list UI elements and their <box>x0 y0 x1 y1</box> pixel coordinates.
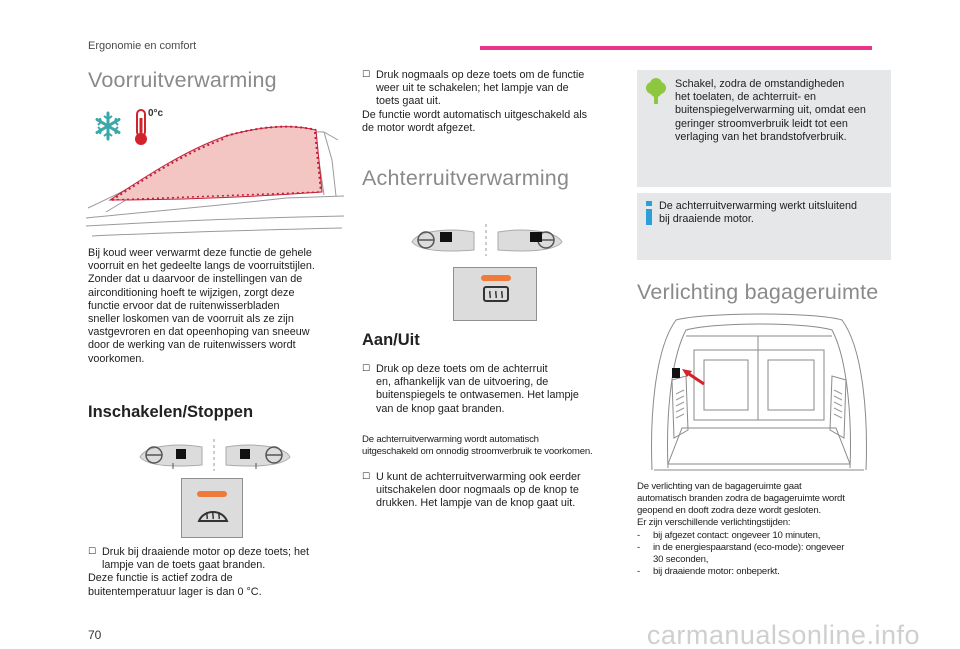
boot-illustration <box>646 310 872 472</box>
temperature-label: 0°c <box>148 108 164 119</box>
list-item: - in de energiespaarstand (eco-mode): ongeveer 30 seconden, <box>637 542 845 565</box>
indicator-lamp <box>197 491 227 497</box>
lighting-times-list <box>637 530 897 578</box>
eco-tree-icon <box>645 78 667 106</box>
rear-demist-icon <box>482 285 510 305</box>
instruction-rear-on: ☐ Druk op deze toets om de achterruit en, afhankelijk van de uitvoering, de buitenspiegels te ontwasemen. Het lampje van de knop gaat branden. <box>362 363 624 416</box>
info-text: De achterruitverwarming werkt uitsluitend bij draaiende motor. <box>659 200 858 226</box>
subtitle-aan-uit: Aan/Uit <box>362 331 420 349</box>
boot-light-description: De verlichting van de bagageruimte gaat automatisch branden zodra de bagageruimte wordt geopend en dooft zodra deze wordt gesloten. Er zijn verschillende verlichtingstijden: <box>637 481 845 528</box>
rear-demist-switch[interactable] <box>453 267 537 321</box>
subtitle-inschakelen-stoppen: Inschakelen/Stoppen <box>88 403 254 421</box>
snowflake-icon <box>97 113 119 139</box>
header-accent-bar <box>480 46 872 50</box>
info-box <box>637 193 891 260</box>
list-item: - bij draaiende motor: onbeperkt. <box>637 566 780 577</box>
front-demist-switch[interactable] <box>181 478 243 538</box>
eco-tip-box <box>637 70 891 187</box>
info-icon <box>645 201 653 225</box>
note-auto-off: De achterruitverwarming wordt automatisch uitgeschakeld om onnodig stroomverbruik te voorkomen. <box>362 434 593 457</box>
title-achterruitverwarming: Achterruitverwarming <box>362 166 570 190</box>
watermark-brand[interactable]: carmanualsonline.info <box>646 620 920 649</box>
thermometer-icon <box>135 110 147 145</box>
instruction-rear-off: ☐ U kunt de achterruitverwarming ook eerder uitschakelen door nogmaals op de knop te drukken. Het lampje van de knop gaat uit. <box>362 471 624 511</box>
instruction-front-off: ☐ Druk nogmaals op deze toets om de functie weer uit te schakelen; het lampje van de toets gaat uit. De functie wordt automatisch uitgeschakeld als de motor wordt afgezet. <box>362 69 624 135</box>
title-verlichting-bagageruimte: Verlichting bagageruimte <box>637 280 879 304</box>
boot-lamp-icon <box>672 368 680 378</box>
page-number: 70 <box>88 628 102 642</box>
windscreen-illustration <box>86 100 344 242</box>
eco-tip-text: Schakel, zodra de omstandigheden het toelaten, de achterruit- en buitenspiegelverwarming uit, omdat een geringer stroomverbruik leidt tot een verlaging van het brandstofverbruik. <box>675 78 866 143</box>
list-item: - bij afgezet contact: ongeveer 10 minuten, <box>637 530 821 541</box>
dashboard-location-diagram <box>138 437 292 471</box>
dashboard-location-diagram-rear <box>410 222 564 256</box>
title-voorruitverwarming: Voorruitverwarming <box>88 68 277 92</box>
front-demist-icon <box>196 505 230 527</box>
intro-paragraph: Bij koud weer verwarmt deze functie de gehele voorruit en het gedeelte langs de voorruitstijlen. Zonder dat u daarvoor de instellingen van de airconditioning hoeft te wijzigen, zorgt deze functie ervoor dat de ruitenwisserbladen sneller loskomen van de voorruit als ze zijn vastgevroren en dat opeenhoping van sneeuw door de werking van de ruitenwissers wordt voorkomen. <box>88 247 315 365</box>
section-header: Ergonomie en comfort <box>88 40 197 52</box>
indicator-lamp-rear <box>481 275 511 281</box>
instruction-front-on: ☐ Druk bij draaiende motor op deze toets; het lampje van de toets gaat branden. Deze functie is actief zodra de buitentemperatuur lager is dan 0 °C. <box>88 546 350 599</box>
